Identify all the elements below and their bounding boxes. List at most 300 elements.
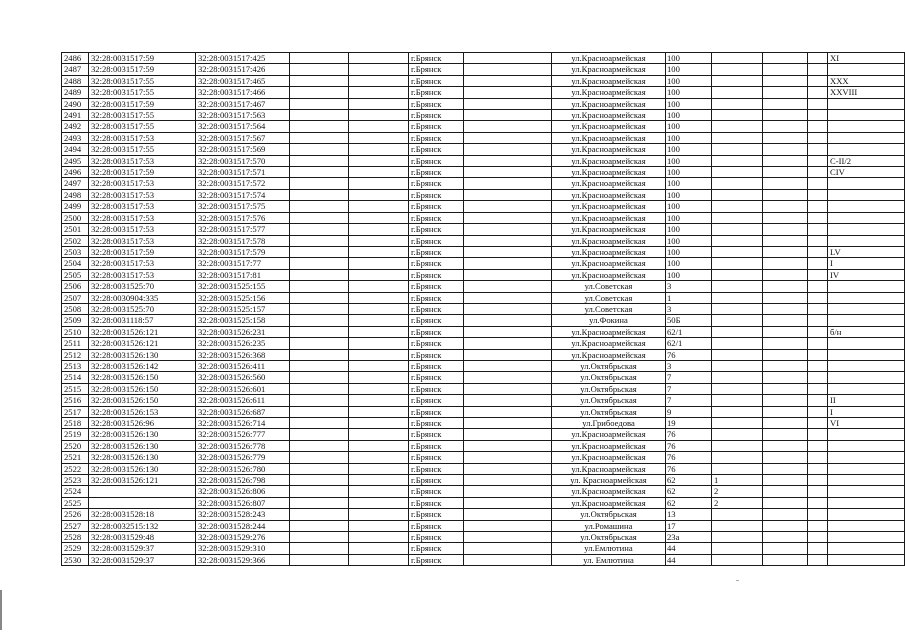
cell-col-5 [349, 212, 409, 223]
cell-building-number [712, 509, 763, 520]
cell-building-number [712, 532, 763, 543]
cell-city: г.Брянск [409, 395, 464, 406]
cell-col-7 [464, 349, 552, 360]
cell-col-5 [349, 338, 409, 349]
table-row [62, 303, 905, 314]
cell-room-number: XXX [828, 75, 905, 86]
cell-building-number [712, 429, 763, 440]
cell-street: ул.Красноармейская [552, 338, 666, 349]
cell-object-cadastral-number: 32:28:0031517:579 [196, 246, 290, 257]
cell-col-12 [808, 155, 828, 166]
cell-house-number: 3 [666, 303, 712, 314]
cell-row-number: 2505 [62, 269, 89, 280]
cell-col-12 [808, 509, 828, 520]
cell-building-number [712, 235, 763, 246]
table-row [62, 509, 905, 520]
cell-col-5 [349, 543, 409, 554]
cell-street: ул.Красноармейская [552, 486, 666, 497]
cell-row-number: 2499 [62, 201, 89, 212]
cell-object-cadastral-number: 32:28:0031517:578 [196, 235, 290, 246]
table-row [62, 543, 905, 554]
cell-row-number: 2497 [62, 178, 89, 189]
cell-parcel-cadastral-number [89, 486, 196, 497]
cell-city: г.Брянск [409, 269, 464, 280]
cell-street: ул.Октябрьская [552, 395, 666, 406]
cell-room-number [828, 235, 905, 246]
cell-object-cadastral-number: 32:28:0031517:425 [196, 53, 290, 64]
cell-col-11 [763, 543, 808, 554]
cell-building-number [712, 452, 763, 463]
cell-city: г.Брянск [409, 87, 464, 98]
cell-house-number: 7 [666, 383, 712, 394]
cell-col-4 [290, 429, 349, 440]
cell-row-number: 2490 [62, 98, 89, 109]
cell-col-7 [464, 475, 552, 486]
cell-street: ул.Ромашина [552, 520, 666, 531]
cell-col-4 [290, 383, 349, 394]
cell-parcel-cadastral-number: 32:28:0032515:132 [89, 520, 196, 531]
cell-col-11 [763, 395, 808, 406]
cell-col-4 [290, 144, 349, 155]
cell-col-4 [290, 303, 349, 314]
cell-room-number [828, 64, 905, 75]
cell-house-number: 76 [666, 349, 712, 360]
cell-city: г.Брянск [409, 121, 464, 132]
cell-city: г.Брянск [409, 64, 464, 75]
cell-col-11 [763, 349, 808, 360]
cell-col-11 [763, 269, 808, 280]
cell-row-number: 2486 [62, 53, 89, 64]
cell-room-number: IV [828, 269, 905, 280]
cell-col-11 [763, 315, 808, 326]
cell-parcel-cadastral-number: 32:28:0031529:37 [89, 543, 196, 554]
cell-parcel-cadastral-number: 32:28:0031517:53 [89, 224, 196, 235]
cell-object-cadastral-number: 32:28:0031529:276 [196, 532, 290, 543]
cell-col-5 [349, 326, 409, 337]
cell-building-number [712, 132, 763, 143]
cell-building-number [712, 189, 763, 200]
table-row [62, 64, 905, 75]
cell-object-cadastral-number: 32:28:0031517:570 [196, 155, 290, 166]
cell-parcel-cadastral-number: 32:28:0031525:70 [89, 281, 196, 292]
cell-building-number: 2 [712, 486, 763, 497]
cell-room-number: С-II/2 [828, 155, 905, 166]
cell-parcel-cadastral-number: 32:28:0031526:130 [89, 463, 196, 474]
cell-house-number: 13 [666, 509, 712, 520]
cell-parcel-cadastral-number: 32:28:0030904:335 [89, 292, 196, 303]
cell-col-7 [464, 167, 552, 178]
cell-room-number: XI [828, 53, 905, 64]
cell-house-number: 100 [666, 201, 712, 212]
cell-col-7 [464, 360, 552, 371]
cell-city: г.Брянск [409, 315, 464, 326]
table-row [62, 121, 905, 132]
cell-col-4 [290, 201, 349, 212]
cell-city: г.Брянск [409, 452, 464, 463]
table-row [62, 360, 905, 371]
cell-city: г.Брянск [409, 360, 464, 371]
cell-object-cadastral-number: 32:28:0031526:611 [196, 395, 290, 406]
cell-street: ул.Красноармейская [552, 144, 666, 155]
cell-col-11 [763, 463, 808, 474]
cell-col-7 [464, 201, 552, 212]
cell-col-5 [349, 258, 409, 269]
cell-room-number [828, 509, 905, 520]
cell-col-7 [464, 121, 552, 132]
cell-row-number: 2528 [62, 532, 89, 543]
cell-col-4 [290, 326, 349, 337]
cell-street: ул.Красноармейская [552, 452, 666, 463]
cell-parcel-cadastral-number: 32:28:0031517:53 [89, 258, 196, 269]
cell-object-cadastral-number: 32:28:0031526:779 [196, 452, 290, 463]
cell-row-number: 2517 [62, 406, 89, 417]
cell-building-number [712, 246, 763, 257]
cell-room-number [828, 224, 905, 235]
cell-building-number [712, 87, 763, 98]
cell-col-4 [290, 440, 349, 451]
cell-col-7 [464, 520, 552, 531]
cell-object-cadastral-number: 32:28:0031517:576 [196, 212, 290, 223]
cell-col-5 [349, 554, 409, 565]
cell-building-number [712, 554, 763, 565]
cell-col-5 [349, 463, 409, 474]
cell-room-number: II [828, 395, 905, 406]
cell-parcel-cadastral-number: 32:28:0031517:53 [89, 235, 196, 246]
cell-object-cadastral-number: 32:28:0031526:807 [196, 497, 290, 508]
cell-street: ул.Красноармейская [552, 87, 666, 98]
cell-col-11 [763, 75, 808, 86]
table-row [62, 201, 905, 212]
cell-col-5 [349, 224, 409, 235]
table-row [62, 486, 905, 497]
cell-parcel-cadastral-number: 32:28:0031517:55 [89, 75, 196, 86]
cell-col-12 [808, 121, 828, 132]
cell-parcel-cadastral-number: 32:28:0031118:57 [89, 315, 196, 326]
cell-city: г.Брянск [409, 338, 464, 349]
cell-row-number: 2498 [62, 189, 89, 200]
cell-object-cadastral-number: 32:28:0031517:426 [196, 64, 290, 75]
cell-house-number: 17 [666, 520, 712, 531]
cell-col-4 [290, 463, 349, 474]
cell-col-7 [464, 395, 552, 406]
cell-parcel-cadastral-number: 32:28:0031526:150 [89, 395, 196, 406]
table-row [62, 532, 905, 543]
cell-col-5 [349, 53, 409, 64]
cell-room-number [828, 543, 905, 554]
table-row [62, 269, 905, 280]
cell-col-5 [349, 132, 409, 143]
cell-street: ул.Октябрьская [552, 532, 666, 543]
cell-object-cadastral-number: 32:28:0031526:798 [196, 475, 290, 486]
cell-city: г.Брянск [409, 258, 464, 269]
cell-city: г.Брянск [409, 201, 464, 212]
cell-col-12 [808, 532, 828, 543]
cell-building-number [712, 53, 763, 64]
cell-col-5 [349, 383, 409, 394]
cell-object-cadastral-number: 32:28:0031526:714 [196, 418, 290, 429]
cell-parcel-cadastral-number: 32:28:0031526:130 [89, 429, 196, 440]
cell-col-12 [808, 246, 828, 257]
cell-city: г.Брянск [409, 144, 464, 155]
cell-city: г.Брянск [409, 532, 464, 543]
cell-col-5 [349, 144, 409, 155]
cell-building-number [712, 201, 763, 212]
table-row [62, 75, 905, 86]
cell-city: г.Брянск [409, 235, 464, 246]
cell-room-number [828, 349, 905, 360]
cell-col-4 [290, 87, 349, 98]
cell-col-7 [464, 292, 552, 303]
cell-col-5 [349, 429, 409, 440]
cell-house-number: 3 [666, 281, 712, 292]
table-row [62, 189, 905, 200]
cell-col-5 [349, 64, 409, 75]
cell-building-number [712, 155, 763, 166]
cell-room-number [828, 121, 905, 132]
cell-col-4 [290, 281, 349, 292]
cell-city: г.Брянск [409, 486, 464, 497]
cell-col-5 [349, 281, 409, 292]
table-row [62, 87, 905, 98]
cell-street: ул.Емлютина [552, 543, 666, 554]
cell-col-7 [464, 155, 552, 166]
cell-building-number [712, 520, 763, 531]
cell-room-number: LV [828, 246, 905, 257]
cell-building-number [712, 281, 763, 292]
cell-row-number: 2493 [62, 132, 89, 143]
cell-object-cadastral-number: 32:28:0031526:235 [196, 338, 290, 349]
cell-col-11 [763, 326, 808, 337]
cell-col-11 [763, 292, 808, 303]
table-row [62, 132, 905, 143]
cell-parcel-cadastral-number: 32:28:0031517:55 [89, 110, 196, 121]
cell-row-number: 2506 [62, 281, 89, 292]
cell-col-4 [290, 132, 349, 143]
cell-city: г.Брянск [409, 132, 464, 143]
cell-house-number: 100 [666, 75, 712, 86]
table-row [62, 338, 905, 349]
table-row [62, 326, 905, 337]
cell-col-4 [290, 155, 349, 166]
cell-parcel-cadastral-number: 32:28:0031526:121 [89, 338, 196, 349]
cell-row-number: 2509 [62, 315, 89, 326]
cell-col-12 [808, 212, 828, 223]
cell-street: ул.Октябрьская [552, 372, 666, 383]
cell-city: г.Брянск [409, 53, 464, 64]
cell-object-cadastral-number: 32:28:0031517:574 [196, 189, 290, 200]
cell-city: г.Брянск [409, 349, 464, 360]
cell-parcel-cadastral-number: 32:28:0031528:18 [89, 509, 196, 520]
cell-room-number [828, 201, 905, 212]
cell-room-number [828, 554, 905, 565]
cell-col-5 [349, 532, 409, 543]
cell-room-number [828, 486, 905, 497]
table-row [62, 212, 905, 223]
table-body [62, 53, 905, 566]
cell-col-11 [763, 121, 808, 132]
cell-street: ул.Красноармейская [552, 178, 666, 189]
cell-col-11 [763, 87, 808, 98]
cell-col-4 [290, 497, 349, 508]
cell-street: ул.Красноармейская [552, 75, 666, 86]
cell-col-4 [290, 64, 349, 75]
cell-building-number [712, 167, 763, 178]
cell-col-4 [290, 418, 349, 429]
cell-col-12 [808, 338, 828, 349]
cell-col-7 [464, 406, 552, 417]
cell-street: ул.Красноармейская [552, 110, 666, 121]
cell-city: г.Брянск [409, 326, 464, 337]
cell-col-7 [464, 315, 552, 326]
cell-house-number: 100 [666, 110, 712, 121]
cell-col-12 [808, 292, 828, 303]
cell-col-5 [349, 520, 409, 531]
cell-city: г.Брянск [409, 406, 464, 417]
cell-col-5 [349, 497, 409, 508]
cell-col-12 [808, 452, 828, 463]
cell-col-5 [349, 418, 409, 429]
cell-col-7 [464, 497, 552, 508]
cell-row-number: 2510 [62, 326, 89, 337]
cell-col-4 [290, 167, 349, 178]
cell-house-number: 62 [666, 475, 712, 486]
cell-row-number: 2522 [62, 463, 89, 474]
cell-room-number [828, 360, 905, 371]
cell-col-4 [290, 224, 349, 235]
cell-col-4 [290, 292, 349, 303]
cell-parcel-cadastral-number: 32:28:0031526:142 [89, 360, 196, 371]
cell-parcel-cadastral-number: 32:28:0031517:59 [89, 167, 196, 178]
cell-col-4 [290, 110, 349, 121]
cell-object-cadastral-number: 32:28:0031526:560 [196, 372, 290, 383]
cell-city: г.Брянск [409, 178, 464, 189]
cell-col-4 [290, 75, 349, 86]
cell-house-number: 100 [666, 64, 712, 75]
cell-col-7 [464, 132, 552, 143]
cell-parcel-cadastral-number: 32:28:0031517:59 [89, 98, 196, 109]
cell-parcel-cadastral-number: 32:28:0031517:59 [89, 64, 196, 75]
cell-room-number [828, 497, 905, 508]
cell-street: ул.Красноармейская [552, 440, 666, 451]
cell-building-number [712, 326, 763, 337]
cell-street: ул.Советская [552, 281, 666, 292]
cell-room-number [828, 475, 905, 486]
cell-city: г.Брянск [409, 429, 464, 440]
cell-house-number: 100 [666, 155, 712, 166]
cell-row-number: 2513 [62, 360, 89, 371]
cell-col-12 [808, 463, 828, 474]
cell-col-5 [349, 235, 409, 246]
cell-house-number: 76 [666, 440, 712, 451]
cell-city: г.Брянск [409, 155, 464, 166]
cell-col-7 [464, 224, 552, 235]
cell-street: ул.Фокина [552, 315, 666, 326]
cell-col-11 [763, 338, 808, 349]
cell-col-7 [464, 269, 552, 280]
cell-house-number: 76 [666, 463, 712, 474]
table-row [62, 395, 905, 406]
cell-col-12 [808, 315, 828, 326]
cell-street: ул.Красноармейская [552, 64, 666, 75]
cell-col-12 [808, 349, 828, 360]
table-row [62, 178, 905, 189]
cell-row-number: 2523 [62, 475, 89, 486]
cell-col-5 [349, 486, 409, 497]
table-row [62, 258, 905, 269]
cell-col-7 [464, 87, 552, 98]
cell-col-4 [290, 395, 349, 406]
cell-house-number: 100 [666, 167, 712, 178]
cell-parcel-cadastral-number: 32:28:0031517:55 [89, 144, 196, 155]
cell-row-number: 2494 [62, 144, 89, 155]
cell-col-4 [290, 121, 349, 132]
cell-object-cadastral-number: 32:28:0031517:564 [196, 121, 290, 132]
cell-col-4 [290, 452, 349, 463]
cell-building-number [712, 269, 763, 280]
cell-col-12 [808, 201, 828, 212]
cell-col-11 [763, 144, 808, 155]
cell-city: г.Брянск [409, 463, 464, 474]
cell-col-5 [349, 292, 409, 303]
cell-row-number: 2496 [62, 167, 89, 178]
cell-col-11 [763, 201, 808, 212]
cell-room-number [828, 132, 905, 143]
cell-street: ул.Красноармейская [552, 269, 666, 280]
cell-room-number [828, 144, 905, 155]
cell-col-4 [290, 406, 349, 417]
cell-room-number [828, 303, 905, 314]
cell-col-7 [464, 98, 552, 109]
cell-col-11 [763, 372, 808, 383]
cell-house-number: 100 [666, 144, 712, 155]
cell-street: ул.Красноармейская [552, 429, 666, 440]
cell-col-12 [808, 53, 828, 64]
cell-room-number [828, 281, 905, 292]
cell-col-11 [763, 532, 808, 543]
cell-col-12 [808, 372, 828, 383]
cell-col-7 [464, 418, 552, 429]
cell-city: г.Брянск [409, 383, 464, 394]
cell-room-number: CIV [828, 167, 905, 178]
cell-col-4 [290, 269, 349, 280]
cell-col-12 [808, 281, 828, 292]
cell-street: ул.Красноармейская [552, 463, 666, 474]
cell-row-number: 2521 [62, 452, 89, 463]
cell-row-number: 2489 [62, 87, 89, 98]
cell-col-5 [349, 349, 409, 360]
cell-city: г.Брянск [409, 440, 464, 451]
cell-street: ул.Красноармейская [552, 326, 666, 337]
cell-row-number: 2500 [62, 212, 89, 223]
cell-col-11 [763, 110, 808, 121]
cell-col-7 [464, 189, 552, 200]
cell-col-12 [808, 326, 828, 337]
cell-parcel-cadastral-number: 32:28:0031526:121 [89, 326, 196, 337]
cell-col-7 [464, 554, 552, 565]
cell-col-11 [763, 258, 808, 269]
cell-parcel-cadastral-number: 32:28:0031517:53 [89, 155, 196, 166]
cell-building-number [712, 292, 763, 303]
cell-col-4 [290, 532, 349, 543]
cell-parcel-cadastral-number: 32:28:0031526:121 [89, 475, 196, 486]
cell-col-7 [464, 178, 552, 189]
cell-col-5 [349, 87, 409, 98]
cell-room-number [828, 440, 905, 451]
cell-building-number [712, 98, 763, 109]
cell-row-number: 2519 [62, 429, 89, 440]
cell-street: ул.Красноармейская [552, 258, 666, 269]
cell-city: г.Брянск [409, 212, 464, 223]
